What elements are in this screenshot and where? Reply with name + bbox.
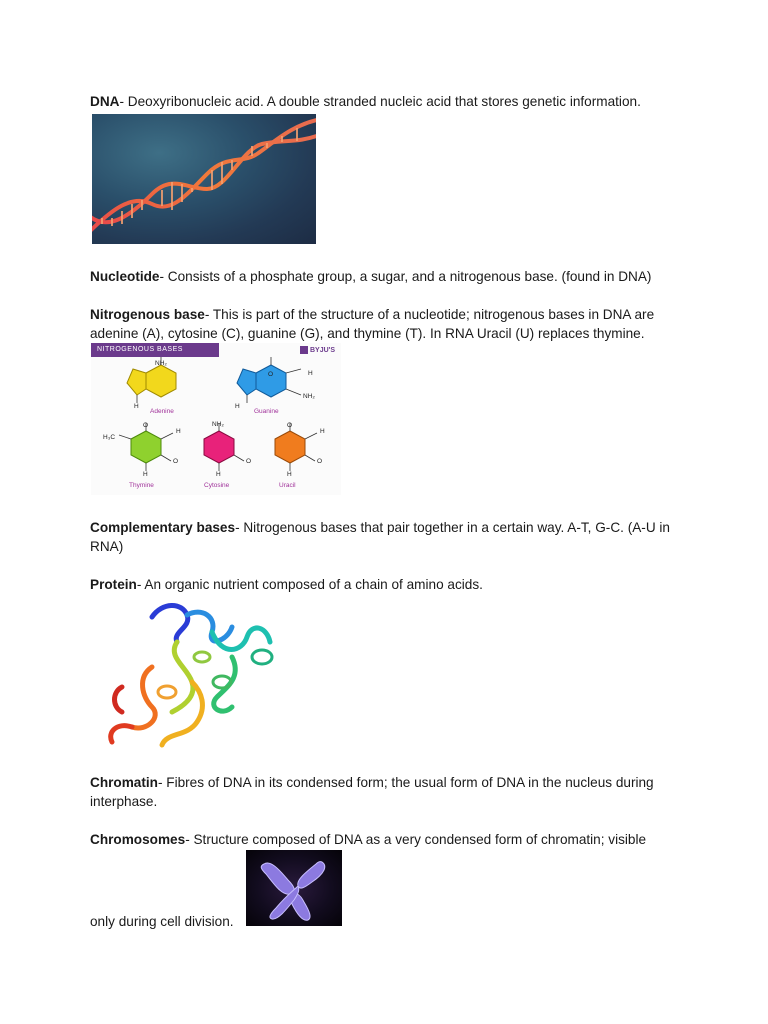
cytosine-h-label: H [216,471,221,478]
guanine-o-label: O [268,371,274,378]
guanine-h-label: H [308,370,313,377]
definition-dna: - Deoxyribonucleic acid. A double stranded nucleic acid that stores genetic information. [119,94,641,109]
term-chromatin: Chromatin [90,775,158,790]
term-nucleotide: Nucleotide [90,269,160,284]
uracil-h-label: H [320,428,325,435]
thymine-h-label: H [176,428,181,435]
guanine-label: Guanine [254,408,279,415]
definition-protein: - An organic nutrient composed of a chain of amino acids. [136,577,483,592]
protein-structure-image [92,597,288,753]
uracil-o-label: O [287,422,293,429]
cytosine-o-label: O [246,458,252,465]
definition-nucleotide: - Consists of a phosphate group, a sugar, and a nitrogenous base. (found in DNA) [159,269,652,284]
uracil-label: Uracil [279,482,296,489]
nitrogenous-base-entry [90,305,680,343]
nucleotide-entry [90,267,680,286]
dna-entry [90,92,680,111]
nitrogenous-bases-figure [91,343,341,495]
term-complementary-bases: Complementary bases [90,520,236,535]
chromosome-image [246,850,342,926]
thymine-structure [131,431,161,463]
complementary-bases-entry [90,518,680,556]
uracil-structure [275,431,305,463]
uracil-h2-label: H [287,471,292,478]
chromosome-graphic [246,850,342,926]
term-dna: DNA [90,94,120,109]
dna-helix-graphic [92,114,316,244]
thymine-label: Thymine [129,482,154,489]
adenine-structure [127,365,176,397]
adenine-nh2-label: NH₂ [155,360,167,367]
bases-banner: NITROGENOUS BASES [91,343,219,357]
uracil-o2-label: O [317,458,323,465]
protein-ribbon-graphic [92,597,288,753]
definition-chromatin: - Fibres of DNA in its condensed form; the usual form of DNA in the nucleus during interphase. [90,775,654,809]
protein-entry [90,575,680,594]
adenine-label: Adenine [150,408,174,415]
adenine-h-label: H [134,403,139,410]
thymine-h2-label: H [143,471,148,478]
term-chromosomes: Chromosomes [90,832,186,847]
chromosomes-entry [90,830,680,849]
cytosine-nh2-label: NH₂ [212,421,224,428]
term-protein: Protein [90,577,137,592]
chromosomes-continuation: only during cell division. [90,914,234,929]
chromatin-entry [90,773,680,811]
brand-name: BYJU'S [310,347,336,354]
definition-nitrogenous-base: - This is part of the structure of a nucleotide; nitrogenous bases in DNA are adenine (A), cytosine (C), guanine (G), and thymine (T). In RNA Uracil (U) replaces thymine. [90,307,655,341]
definition-complementary-bases: - Nitrogenous bases that pair together in a certain way. A-T, G-C. (A-U in RNA) [90,520,670,554]
guanine-nh2-label: NH₂ [303,393,315,400]
guanine-structure [237,365,286,397]
thymine-o2-label: O [173,458,179,465]
thymine-h3c-label: H₃C [103,434,116,441]
dna-helix-image [92,114,316,244]
cytosine-structure [204,431,234,463]
cytosine-label: Cytosine [204,482,230,489]
term-nitrogenous-base: Nitrogenous base [90,307,205,322]
thymine-o-label: O [143,422,149,429]
definition-chromosomes: - Structure composed of DNA as a very condensed form of chromatin; visible [185,832,647,847]
guanine-h2-label: H [235,403,240,410]
